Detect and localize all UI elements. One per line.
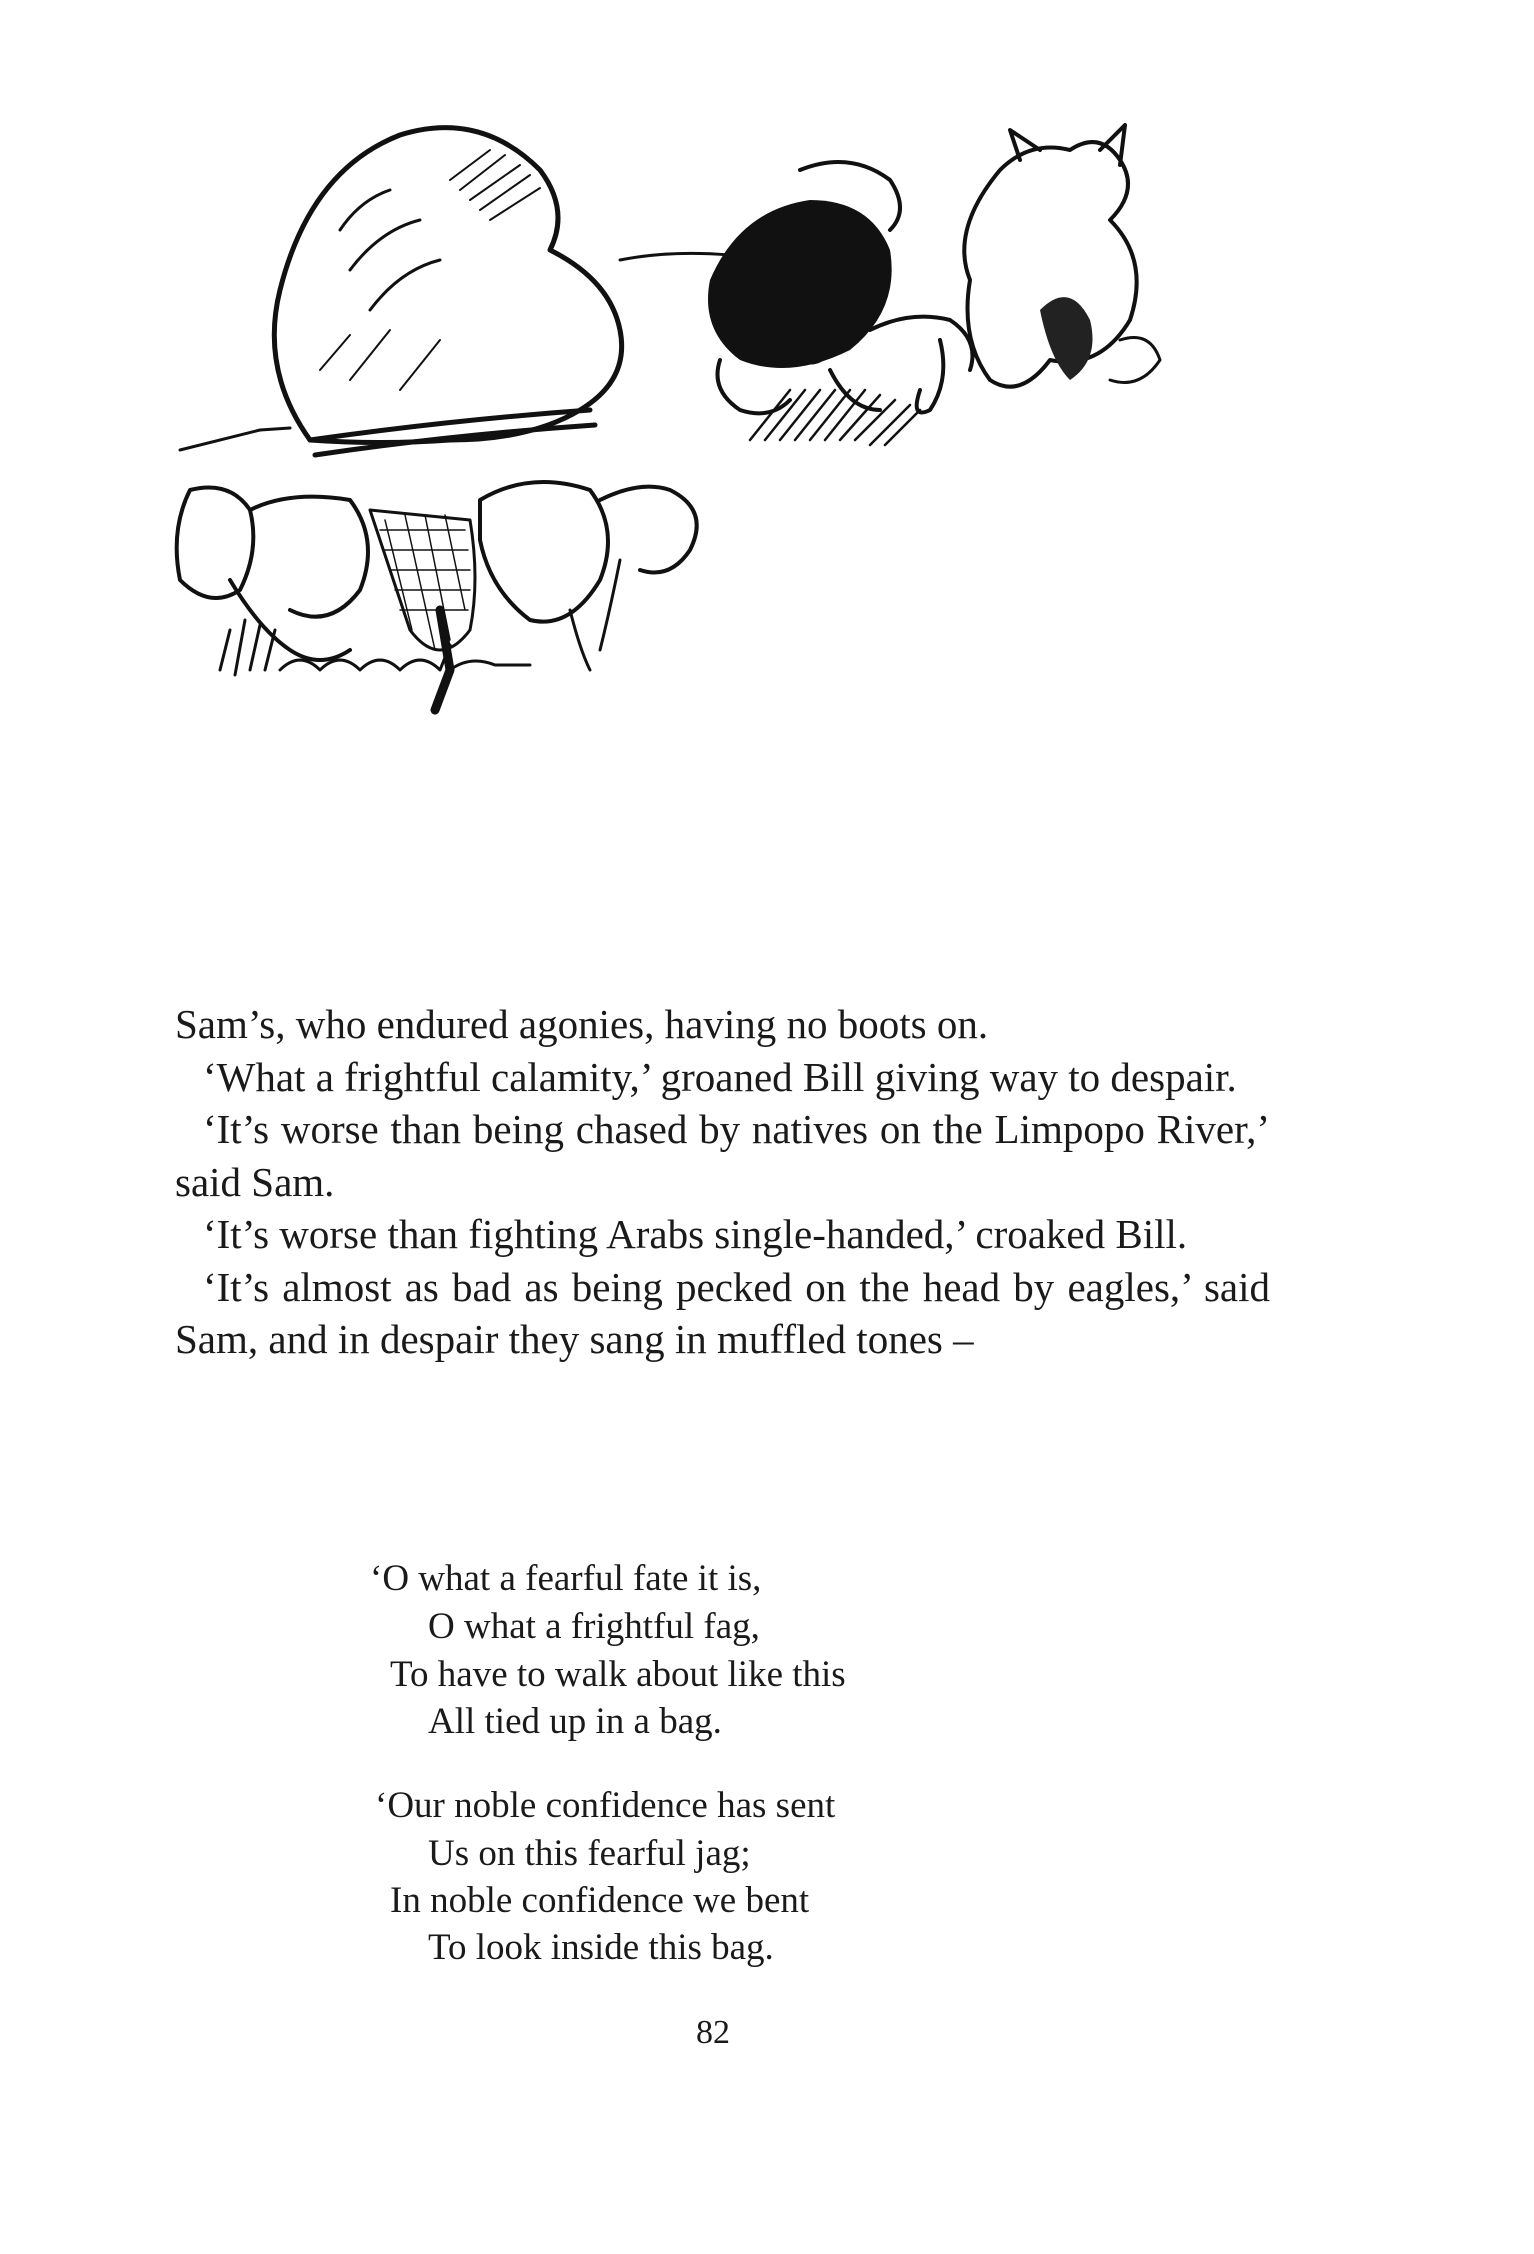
- prose-paragraph-5: ‘It’s almost as bad as being pecked on the head by eagles,’ said Sam, and in despair they sang in muffled tones –: [175, 1263, 1270, 1362]
- verse-line: ‘Our noble confidence has sent: [375, 1785, 836, 1826]
- prose-paragraph-4: ‘It’s worse than fighting Arabs single-handed,’ croaked Bill.: [203, 1211, 1188, 1257]
- prose-paragraph-2: ‘What a frightful calamity,’ groaned Bill giving way to despair.: [203, 1053, 1237, 1100]
- prose-paragraph-3: ‘It’s worse than being chased by natives on the Limpopo River,’ said Sam.: [175, 1106, 1270, 1205]
- verse-line: All tied up in a bag.: [428, 1701, 722, 1742]
- verse-line: To look inside this bag.: [428, 1927, 774, 1968]
- prose-paragraph-1: Sam’s, who endured agonies, having no boots on.: [175, 1001, 989, 1047]
- verse-line: Us on this fearful jag;: [428, 1833, 751, 1874]
- verse-line: O what a frightful fag,: [428, 1606, 760, 1647]
- prose-block: [175, 998, 1270, 1366]
- verse-line: In noble confidence we bent: [390, 1880, 810, 1921]
- page-number: 82: [696, 2014, 730, 2051]
- ink-drawing-two-figures-in-sack-and-dog-icon: [150, 110, 1320, 940]
- verse-line: ‘O what a fearful fate it is,: [370, 1558, 762, 1599]
- verse-line: To have to walk about like this: [390, 1654, 846, 1695]
